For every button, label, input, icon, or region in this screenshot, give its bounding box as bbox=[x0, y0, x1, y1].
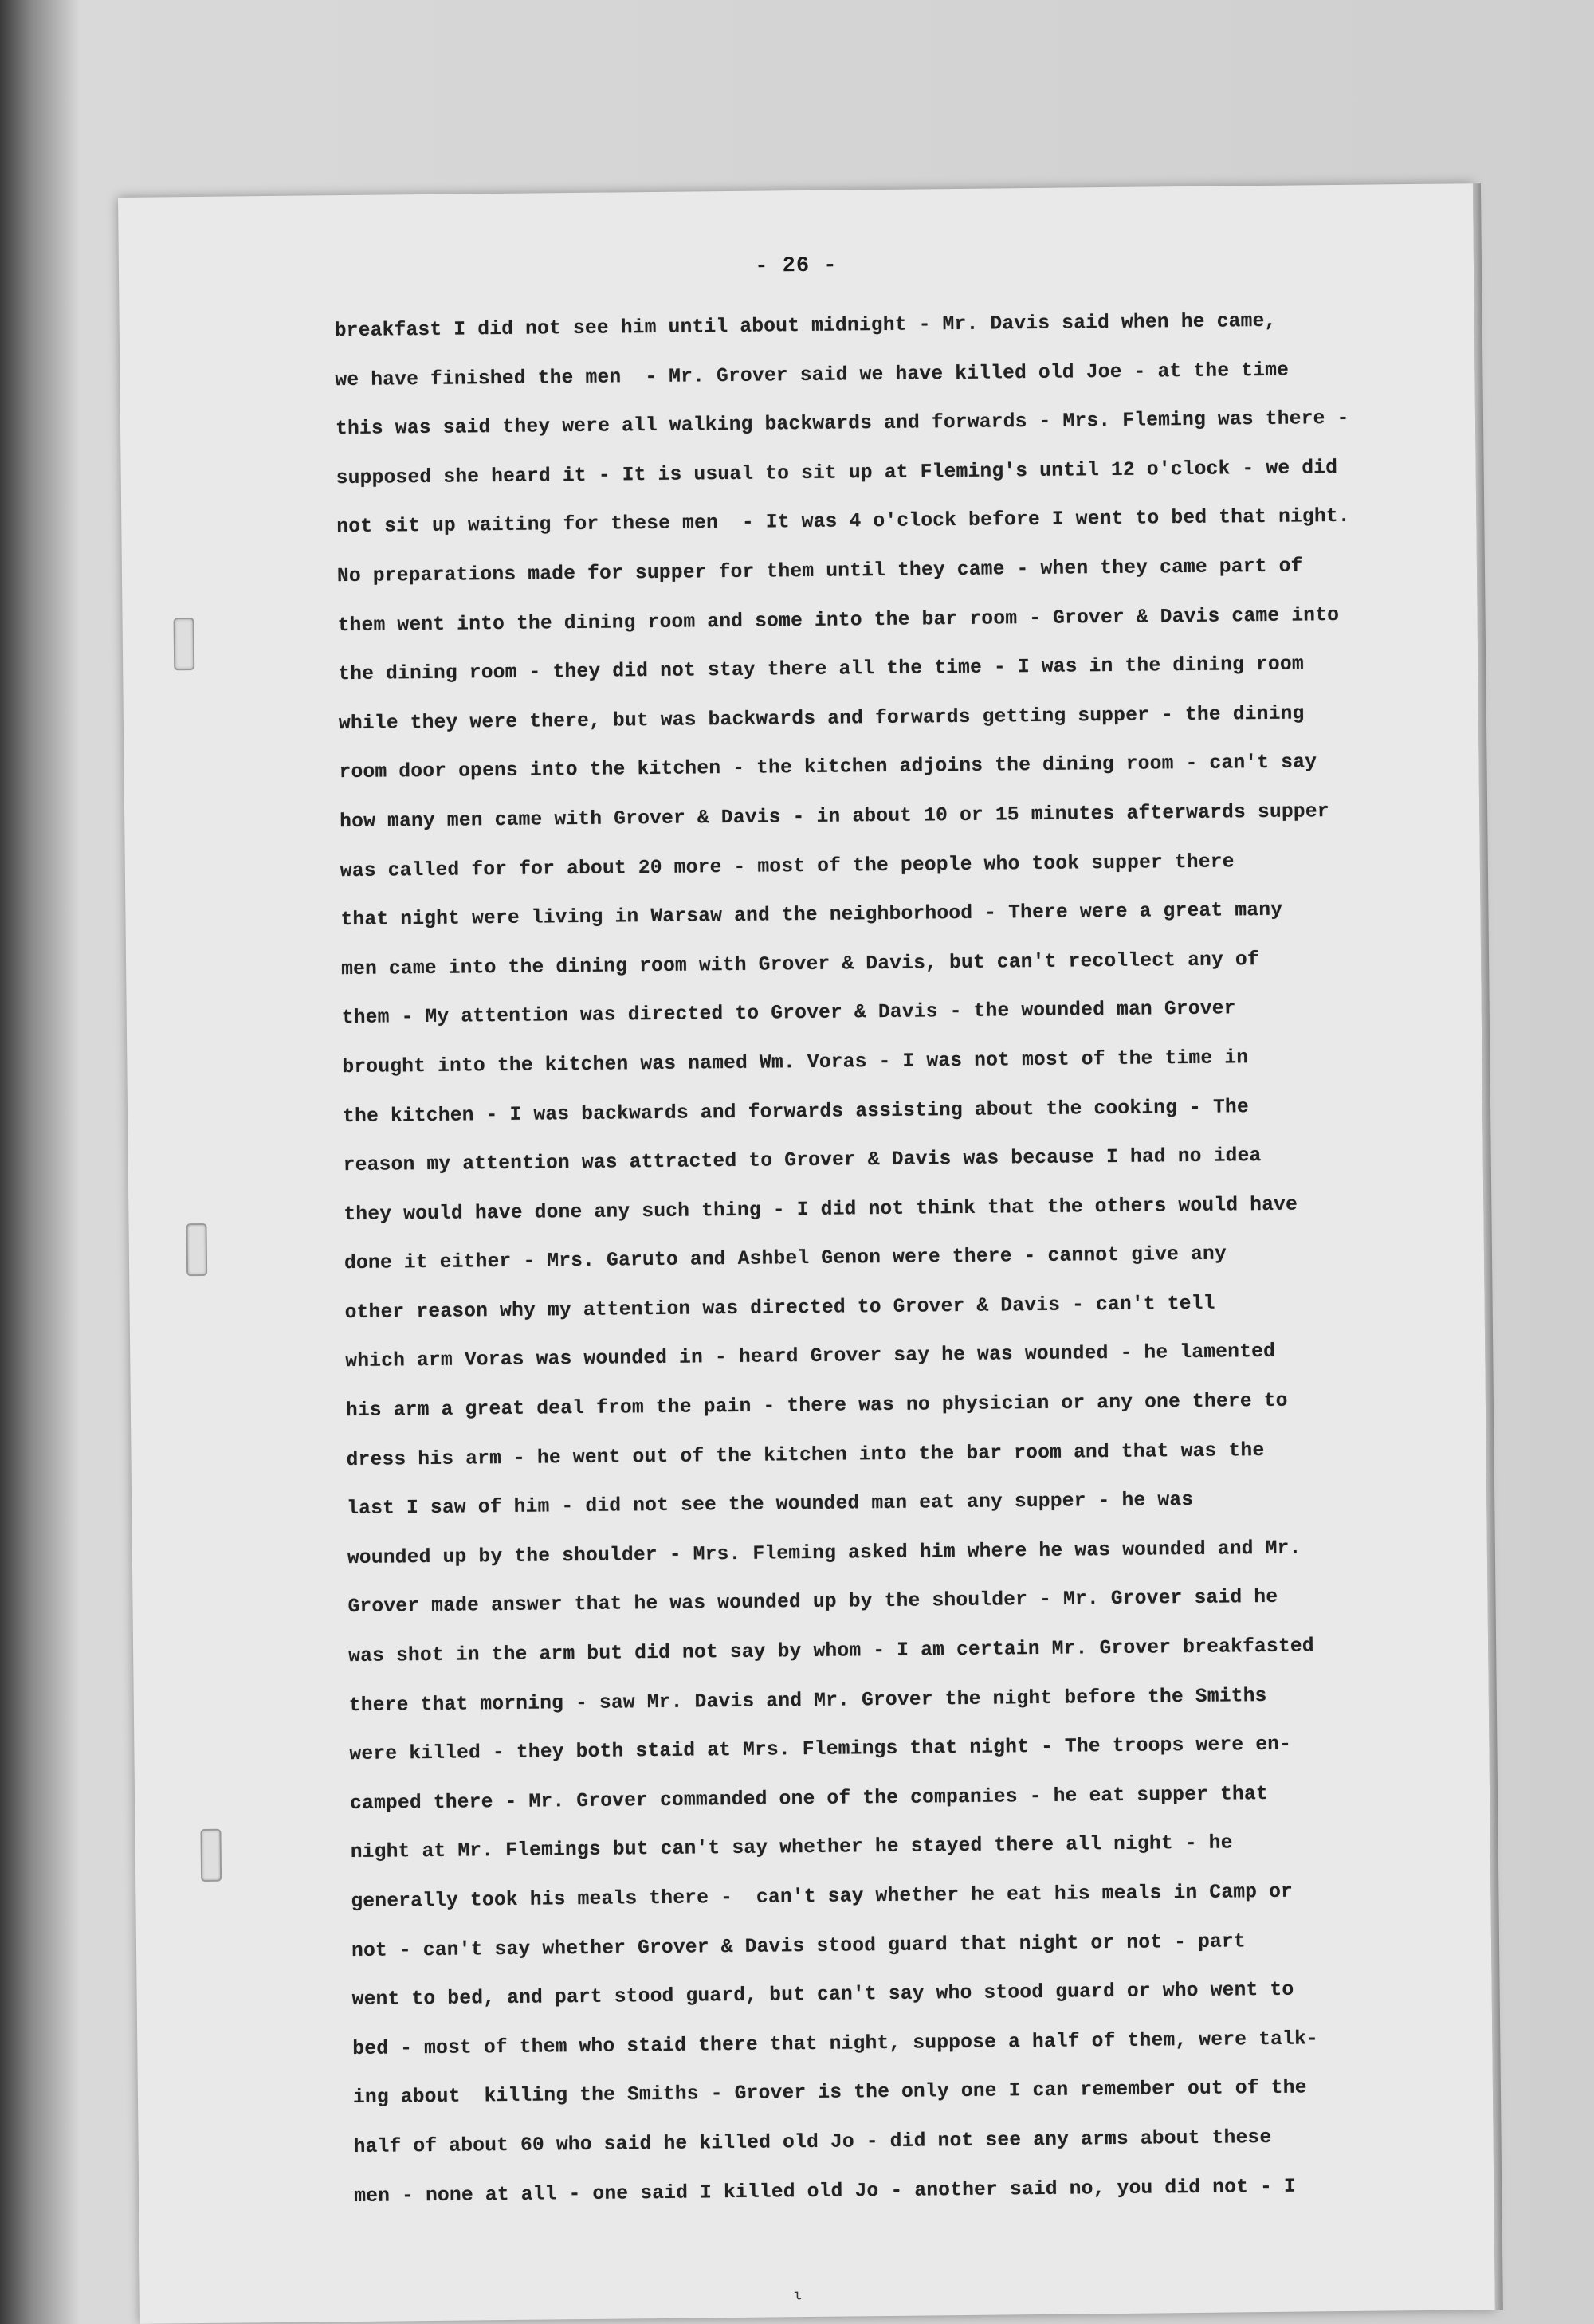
text-line: the kitchen - I was backwards and forwards assisting about the cooking - The bbox=[342, 1096, 1250, 1128]
text-line: them - My attention was directed to Grover & Davis - the wounded man Grover bbox=[341, 998, 1236, 1030]
text-line: room door opens into the kitchen - the kitchen adjoins the dining room - can't say bbox=[339, 752, 1317, 784]
text-line: how many men came with Grover & Davis - in about 10 or 15 minutes afterwards supper bbox=[340, 801, 1329, 834]
text-line: dress his arm - he went out of the kitchen into the bar room and that was the bbox=[346, 1439, 1265, 1471]
text-line: Grover made answer that he was wounded up by the shoulder - Mr. Grover said he bbox=[347, 1587, 1278, 1619]
text-line: wounded up by the shoulder - Mrs. Fleming asked him where he was wounded and Mr. bbox=[347, 1537, 1302, 1569]
text-line: reason my attention was attracted to Grover & Davis was because I had no idea bbox=[343, 1145, 1262, 1177]
text-line: night at Mr. Flemings but can't say whether he stayed there all night - he bbox=[350, 1832, 1233, 1864]
text-line: were killed - they both staid at Mrs. Flemings that night - The troops were en- bbox=[349, 1733, 1292, 1766]
text-line: bed - most of them who staid there that night, suppose a half of them, were talk- bbox=[352, 2028, 1319, 2060]
text-line: the dining room - they did not stay there all the time - I was in the dining room bbox=[338, 654, 1305, 686]
text-line: camped there - Mr. Grover commanded one of the companies - he eat supper that bbox=[349, 1783, 1269, 1815]
text-line: that night were living in Warsaw and the neighborhood - There were a great many bbox=[340, 899, 1283, 932]
text-line: done it either - Mrs. Garuto and Ashbel Genon were there - cannot give any bbox=[344, 1243, 1227, 1275]
text-line: them went into the dining room and some into the bar room - Grover & Davis came into bbox=[337, 604, 1340, 637]
text-line: half of about 60 who said he killed old Jo - did not see any arms about these bbox=[353, 2126, 1272, 2159]
text-line: men came into the dining room with Grover & Davis, but can't recollect any of bbox=[341, 948, 1260, 980]
text-line: breakfast I did not see him until about midnight - Mr. Davis said when he came, bbox=[334, 310, 1277, 343]
text-line: they would have done any such thing - I did not think that the others would have bbox=[344, 1194, 1298, 1226]
text-line: supposed she heard it - It is usual to sit up at Fleming's until 12 o'clock - we did bbox=[336, 457, 1338, 489]
text-line: not sit up waiting for these men - It was 4 o'clock before I went to bed that night. bbox=[336, 506, 1350, 539]
text-line: went to bed, and part stood guard, but can't say who stood guard or who went to bbox=[351, 1979, 1294, 2012]
text-line: there that morning - saw Mr. Davis and Mr. Grover the night before the Smiths bbox=[348, 1685, 1267, 1717]
text-line: this was said they were all walking backwards and forwards - Mrs. Fleming was there - bbox=[335, 408, 1349, 441]
text-line: generally took his meals there - can't say whether he eat his meals in Camp or bbox=[351, 1881, 1294, 1914]
binder-hole bbox=[200, 1829, 222, 1882]
text-line: we have finished the men - Mr. Grover said we have killed old Joe - at the time bbox=[335, 359, 1290, 391]
typed-transcript bbox=[334, 296, 1462, 2222]
bottom-mark: ι bbox=[793, 2288, 803, 2305]
text-line: was called for for about 20 more - most of the people who took supper there bbox=[340, 850, 1235, 882]
text-line: while they were there, but was backwards and forwards getting supper - the dining bbox=[338, 703, 1305, 735]
document-page bbox=[118, 183, 1495, 2324]
text-line: his arm a great deal from the pain - there was no physician or any one there to bbox=[345, 1390, 1288, 1423]
binder-hole bbox=[186, 1223, 207, 1276]
text-line: No preparations made for supper for them until they came - when they came part of bbox=[336, 555, 1303, 588]
text-line: ing about killing the Smiths - Grover is the only one I can remember out of the bbox=[352, 2077, 1307, 2110]
binder-hole bbox=[174, 618, 195, 670]
text-line: last I saw of him - did not see the wounded man eat any supper - he was bbox=[347, 1490, 1194, 1521]
text-line: was shot in the arm but did not say by whom - I am certain Mr. Grover breakfasted bbox=[348, 1635, 1314, 1668]
text-line: brought into the kitchen was named Wm. Voras - I was not most of the time in bbox=[342, 1047, 1249, 1079]
text-line: not - can't say whether Grover & Davis stood guard that night or not - part bbox=[351, 1930, 1247, 1962]
page-number: - 26 - bbox=[755, 253, 838, 279]
text-line: men - none at all - one said I killed old Jo - another said no, you did not - I bbox=[354, 2176, 1297, 2208]
text-line: other reason why my attention was directed to Grover & Davis - can't tell bbox=[344, 1293, 1215, 1324]
text-line: which arm Voras was wounded in - heard Grover say he was wounded - he lamented bbox=[345, 1341, 1276, 1373]
